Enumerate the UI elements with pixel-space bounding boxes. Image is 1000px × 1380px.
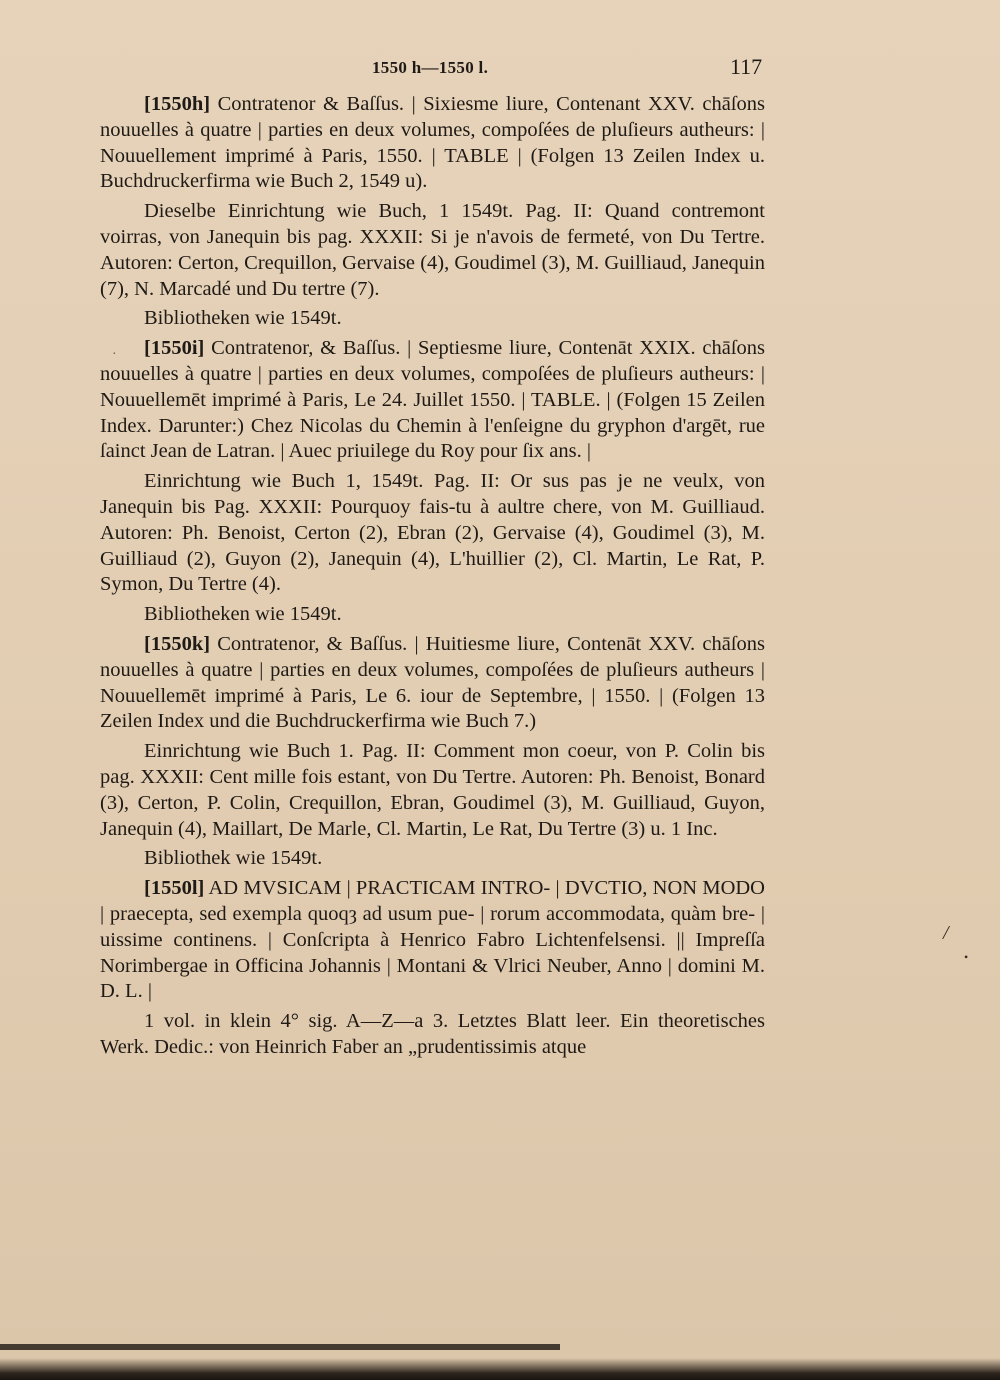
entry-library-paragraph: Bibliothek wie 1549t.	[144, 847, 323, 870]
entry-library-paragraph: Bibliotheken wie 1549t.	[144, 603, 342, 626]
entry-title-text: Contratenor & Baſſus. | Sixiesme liure, Contenant XXV. chāſons nouuelles à quatre | parties en deux volumes, compoſées de pluſieurs autheurs: | Nouuellement imprimé à Paris, 1550. | TABLE | (Folgen 13 Zeilen Index u. Buchdruckerfirma wie Buch 2, 1549 u).	[100, 93, 765, 193]
entry-description-paragraph: 1 vol. in klein 4° sig. A—Z—a 3. Letztes Blatt leer. Ein theoretisches Werk. Dedic.: von Heinrich Faber an „prudentissimis atque	[100, 1010, 765, 1058]
entry-title-paragraph	[100, 92, 765, 195]
margin-slash-mark: /	[943, 922, 949, 944]
entry-title-text: AD MVSICAM | PRACTICAM INTRO- | DVCTIO, NON MODO | praecepta, sed exempla quoqȝ ad usum pue- | rorum accommodata, quàm bre- | uissime continens. | Conſcripta à Henrico Fabro Lichtenfelsensi. || Impreſſa Norimbergae in Officina Johannis | Montani & Vlrici Neuber, Anno | domini M. D. L. |	[100, 877, 765, 1003]
entry-description-paragraph: Einrichtung wie Buch 1. Pag. II: Comment mon coeur, von P. Colin bis pag. XXXII: Cent mille fois estant, von Du Tertre. Autoren: Ph. Benoist, Bonard (3), Certon, P. Colin, Crequillon, Ebran, Goudimel (3), M. Guilliaud, Guyon, Janequin (4), Maillart, De Marle, Cl. Martin, Le Rat, Du Tertre (3) u. 1 Inc.	[100, 740, 765, 840]
scan-bottom-edge	[0, 1358, 1000, 1380]
entry-description-paragraph: Einrichtung wie Buch 1, 1549t. Pag. II: Or sus pas je ne veulx, von Janequin bis Pag. XXXII: Pourquoy fais-tu à aultre chere, von M. Guilliaud. Autoren: Ph. Benoist, Certon (2), Ebran (2), Gervaise (4), Goudimel (3), M. Guilliaud (2), Guyon (2), Janequin (4), L'huillier (2), Cl. Martin, Le Rat, P. Symon, Du Tertre (4).	[100, 470, 765, 596]
entry-tag: [1550k]	[144, 632, 211, 655]
entry-library-paragraph: Bibliotheken wie 1549t.	[144, 307, 342, 330]
entry-tag: [1550i]	[144, 337, 205, 360]
entry-tag: [1550h]	[144, 93, 211, 115]
entry-title-paragraph	[100, 336, 765, 465]
entry-title-text: Contratenor, & Baſſus. | Huitiesme liure, Contenāt XXV. chāſons nouuelles à quatre | parties en deux volumes, compoſées de pluſieurs autheurs | Nouuellemēt imprimé à Paris, Le 6. iour de Septembre, | 1550. | (Folgen 13 Zeilen Index und die Buchdruckerfirma wie Buch 7.)	[100, 632, 765, 733]
running-head: 1550 h—1550 l.	[372, 58, 489, 77]
entry-title-paragraph	[100, 632, 765, 735]
entry-title-paragraph	[100, 876, 765, 1005]
margin-dot-mark: ·	[112, 347, 117, 362]
entry-title-text: Contratenor, & Baſſus. | Septiesme liure, Contenāt XXIX. chāſons nouuelles à quatre | parties en deux volumes, compoſées de pluſieurs autheurs: | Nouuellemēt imprimé à Paris, Le 24. Juillet 1550. | TABLE. | (Folgen 15 Zeilen Index. Darunter:) Chez Nicolas du Chemin à l'enſeigne du gryphon d'argēt, rue ſainct Jean de Latran. | Auec priuilege du Roy pour ſix ans. |	[100, 337, 765, 463]
page-body-text	[100, 92, 765, 1065]
margin-bullet-mark: •	[964, 950, 969, 964]
page-number: 117	[730, 54, 763, 79]
entry-description-paragraph: Dieselbe Einrichtung wie Buch, 1 1549t. Pag. II: Quand contremont voirras, von Janequin bis pag. XXXII: Si je n'avois de fermeté, von Du Tertre. Autoren: Certon, Crequillon, Gervaise (4), Goudimel (3), M. Guilliaud, Janequin (7), N. Marcadé und Du tertre (7).	[100, 200, 765, 300]
scan-shadow-line	[0, 1344, 560, 1350]
entry-tag: [1550l]	[144, 877, 205, 900]
